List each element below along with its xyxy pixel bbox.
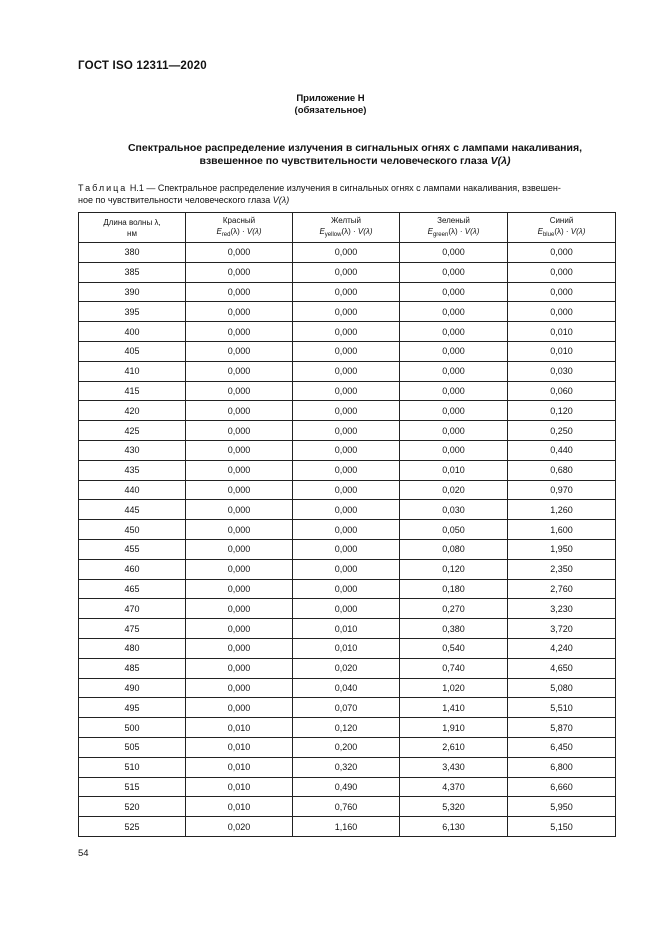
table-row [79, 262, 616, 282]
header-red-sub: red [221, 231, 231, 238]
table-row [79, 381, 616, 401]
header-red [186, 213, 293, 243]
table-row [79, 361, 616, 381]
table-row [79, 460, 616, 480]
cell-blue: 2,350 [508, 559, 616, 579]
cell-wavelength: 520 [79, 797, 186, 817]
header-green-name: Зеленый [437, 215, 470, 225]
cell-yellow: 0,000 [293, 440, 400, 460]
cell-wavelength: 470 [79, 599, 186, 619]
cell-yellow: 0,000 [293, 302, 400, 322]
header-wavelength [79, 213, 186, 243]
cell-green: 0,000 [400, 302, 508, 322]
cell-red: 0,010 [186, 718, 293, 738]
cell-blue: 3,720 [508, 619, 616, 639]
cell-yellow: 0,120 [293, 718, 400, 738]
cell-yellow: 0,020 [293, 658, 400, 678]
cell-green: 6,130 [400, 817, 508, 837]
cell-green: 0,000 [400, 361, 508, 381]
cell-yellow: 0,070 [293, 698, 400, 718]
document-code: ГОСТ ISO 12311—2020 [78, 60, 207, 72]
cell-green: 0,000 [400, 401, 508, 421]
table-row [79, 401, 616, 421]
header-wavelength-unit: нм [127, 228, 137, 238]
cell-green: 0,020 [400, 480, 508, 500]
cell-green: 1,410 [400, 698, 508, 718]
cell-yellow: 0,000 [293, 460, 400, 480]
cell-wavelength: 385 [79, 262, 186, 282]
cell-red: 0,000 [186, 401, 293, 421]
section-title-line1: Спектральное распределение излучения в сигнальных огнях с лампами накаливания, [127, 142, 583, 154]
cell-blue: 0,970 [508, 480, 616, 500]
cell-blue: 1,950 [508, 539, 616, 559]
header-blue-e: E [537, 226, 543, 236]
cell-wavelength: 510 [79, 757, 186, 777]
cell-yellow: 0,000 [293, 421, 400, 441]
table-row [79, 817, 616, 837]
cell-blue: 0,030 [508, 361, 616, 381]
cell-red: 0,010 [186, 777, 293, 797]
cell-wavelength: 525 [79, 817, 186, 837]
cell-blue: 6,450 [508, 737, 616, 757]
cell-red: 0,010 [186, 797, 293, 817]
section-title-symbol: V(λ) [490, 155, 511, 167]
table-caption-number: Н.1 [129, 183, 144, 193]
cell-wavelength: 380 [79, 243, 186, 263]
section-title-line2 [70, 155, 640, 168]
cell-red: 0,000 [186, 322, 293, 342]
cell-red: 0,000 [186, 678, 293, 698]
cell-blue: 1,260 [508, 500, 616, 520]
cell-green: 0,010 [400, 460, 508, 480]
header-yellow-v: V(λ) [357, 226, 373, 236]
cell-red: 0,000 [186, 500, 293, 520]
header-yellow-formula: (λ) · [341, 226, 358, 236]
table-row [79, 559, 616, 579]
cell-yellow: 0,010 [293, 638, 400, 658]
cell-blue: 0,680 [508, 460, 616, 480]
cell-blue: 5,510 [508, 698, 616, 718]
header-blue [508, 213, 616, 243]
cell-wavelength: 450 [79, 520, 186, 540]
cell-yellow: 0,000 [293, 243, 400, 263]
cell-red: 0,000 [186, 282, 293, 302]
cell-green: 0,000 [400, 381, 508, 401]
table-row [79, 658, 616, 678]
cell-red: 0,000 [186, 539, 293, 559]
cell-red: 0,000 [186, 658, 293, 678]
cell-wavelength: 395 [79, 302, 186, 322]
cell-green: 5,320 [400, 797, 508, 817]
cell-green: 0,000 [400, 262, 508, 282]
header-blue-v: V(λ) [570, 226, 586, 236]
cell-wavelength: 415 [79, 381, 186, 401]
table-row [79, 757, 616, 777]
cell-wavelength: 515 [79, 777, 186, 797]
table-caption-text-line2: ное по чувствительности человеческого глаза [78, 195, 273, 205]
cell-red: 0,000 [186, 619, 293, 639]
table-caption [78, 182, 623, 206]
cell-wavelength: 485 [79, 658, 186, 678]
cell-green: 0,000 [400, 243, 508, 263]
cell-red: 0,000 [186, 262, 293, 282]
cell-red: 0,000 [186, 421, 293, 441]
table-row [79, 421, 616, 441]
table-row [79, 619, 616, 639]
cell-red: 0,000 [186, 302, 293, 322]
cell-green: 0,050 [400, 520, 508, 540]
table-body [79, 243, 616, 837]
cell-wavelength: 460 [79, 559, 186, 579]
cell-red: 0,000 [186, 361, 293, 381]
table-row [79, 599, 616, 619]
cell-green: 0,080 [400, 539, 508, 559]
cell-blue: 1,600 [508, 520, 616, 540]
cell-yellow: 0,000 [293, 401, 400, 421]
cell-blue: 2,760 [508, 579, 616, 599]
cell-green: 0,000 [400, 322, 508, 342]
cell-yellow: 0,760 [293, 797, 400, 817]
table-row [79, 500, 616, 520]
cell-wavelength: 500 [79, 718, 186, 738]
cell-red: 0,000 [186, 579, 293, 599]
cell-blue: 0,440 [508, 440, 616, 460]
header-blue-sub: blue [542, 231, 555, 238]
cell-wavelength: 480 [79, 638, 186, 658]
cell-red: 0,000 [186, 341, 293, 361]
cell-red: 0,000 [186, 460, 293, 480]
table-row [79, 718, 616, 738]
cell-red: 0,020 [186, 817, 293, 837]
header-red-name: Красный [222, 215, 256, 225]
cell-blue: 0,000 [508, 282, 616, 302]
cell-wavelength: 400 [79, 322, 186, 342]
cell-wavelength: 465 [79, 579, 186, 599]
header-green-formula: (λ) · [448, 226, 465, 236]
cell-green: 1,020 [400, 678, 508, 698]
cell-green: 0,000 [400, 440, 508, 460]
cell-green: 0,000 [400, 282, 508, 302]
cell-red: 0,000 [186, 381, 293, 401]
cell-yellow: 0,040 [293, 678, 400, 698]
cell-green: 0,030 [400, 500, 508, 520]
page-number: 54 [78, 848, 89, 859]
table-row [79, 737, 616, 757]
cell-yellow: 0,000 [293, 559, 400, 579]
cell-yellow: 0,490 [293, 777, 400, 797]
cell-green: 0,180 [400, 579, 508, 599]
cell-wavelength: 455 [79, 539, 186, 559]
cell-green: 0,000 [400, 421, 508, 441]
cell-blue: 0,010 [508, 322, 616, 342]
cell-yellow: 0,000 [293, 322, 400, 342]
cell-yellow: 0,000 [293, 579, 400, 599]
cell-red: 0,000 [186, 520, 293, 540]
section-title [70, 142, 640, 168]
cell-green: 1,910 [400, 718, 508, 738]
cell-yellow: 0,000 [293, 500, 400, 520]
table-row [79, 480, 616, 500]
cell-wavelength: 420 [79, 401, 186, 421]
cell-wavelength: 435 [79, 460, 186, 480]
cell-blue: 4,240 [508, 638, 616, 658]
cell-wavelength: 430 [79, 440, 186, 460]
cell-red: 0,000 [186, 440, 293, 460]
cell-wavelength: 490 [79, 678, 186, 698]
cell-red: 0,000 [186, 559, 293, 579]
cell-green: 3,430 [400, 757, 508, 777]
cell-yellow: 0,200 [293, 737, 400, 757]
table-caption-symbol: V(λ) [272, 195, 290, 205]
header-blue-formula: (λ) · [554, 226, 571, 236]
cell-red: 0,010 [186, 737, 293, 757]
cell-blue: 0,000 [508, 302, 616, 322]
cell-red: 0,000 [186, 599, 293, 619]
cell-blue: 6,800 [508, 757, 616, 777]
table-row [79, 341, 616, 361]
cell-blue: 4,650 [508, 658, 616, 678]
cell-yellow: 0,000 [293, 262, 400, 282]
cell-wavelength: 425 [79, 421, 186, 441]
header-red-e: E [216, 226, 222, 236]
cell-wavelength: 390 [79, 282, 186, 302]
cell-wavelength: 445 [79, 500, 186, 520]
cell-blue: 5,150 [508, 817, 616, 837]
table-row [79, 520, 616, 540]
cell-red: 0,000 [186, 480, 293, 500]
cell-blue: 0,000 [508, 262, 616, 282]
cell-yellow: 0,000 [293, 381, 400, 401]
annex-status: (обязательное) [294, 105, 367, 116]
cell-yellow: 0,000 [293, 520, 400, 540]
cell-red: 0,000 [186, 698, 293, 718]
header-red-v: V(λ) [246, 226, 262, 236]
cell-wavelength: 405 [79, 341, 186, 361]
cell-blue: 5,080 [508, 678, 616, 698]
table-caption-text-line1: — Спектральное распределение излучения в сигнальных огнях с лампами накаливания, взвешен- [143, 183, 561, 193]
cell-green: 0,000 [400, 341, 508, 361]
header-wavelength-name: Длина волны λ, [103, 217, 161, 227]
section-title-line2-text: взвешенное по чувствительности человеческого глаза [199, 155, 491, 167]
header-yellow-sub: yellow [324, 231, 342, 238]
cell-green: 0,740 [400, 658, 508, 678]
cell-yellow: 0,000 [293, 341, 400, 361]
cell-blue: 3,230 [508, 599, 616, 619]
table-row [79, 777, 616, 797]
cell-yellow: 0,000 [293, 282, 400, 302]
cell-red: 0,000 [186, 243, 293, 263]
header-yellow-name: Желтый [330, 215, 362, 225]
spectral-distribution-table [78, 212, 616, 837]
cell-yellow: 0,000 [293, 599, 400, 619]
cell-yellow: 0,000 [293, 539, 400, 559]
header-red-formula: (λ) · [230, 226, 247, 236]
cell-green: 0,380 [400, 619, 508, 639]
cell-blue: 5,870 [508, 718, 616, 738]
cell-wavelength: 410 [79, 361, 186, 381]
table-row [79, 243, 616, 263]
table-row [79, 678, 616, 698]
annex-title: Приложение Н [296, 93, 365, 104]
cell-yellow: 0,000 [293, 480, 400, 500]
table-caption-label: Таблица [78, 183, 128, 193]
header-yellow-e: E [319, 226, 325, 236]
cell-blue: 0,060 [508, 381, 616, 401]
cell-green: 4,370 [400, 777, 508, 797]
header-green [400, 213, 508, 243]
table-row [79, 638, 616, 658]
header-green-v: V(λ) [464, 226, 480, 236]
cell-yellow: 0,010 [293, 619, 400, 639]
cell-wavelength: 475 [79, 619, 186, 639]
table-row [79, 322, 616, 342]
cell-blue: 0,250 [508, 421, 616, 441]
table-row [79, 282, 616, 302]
table-row [79, 539, 616, 559]
cell-green: 0,270 [400, 599, 508, 619]
table-row [79, 698, 616, 718]
cell-wavelength: 440 [79, 480, 186, 500]
cell-blue: 5,950 [508, 797, 616, 817]
cell-wavelength: 505 [79, 737, 186, 757]
header-green-e: E [427, 226, 433, 236]
cell-green: 0,540 [400, 638, 508, 658]
cell-red: 0,010 [186, 757, 293, 777]
cell-green: 0,120 [400, 559, 508, 579]
cell-blue: 0,000 [508, 243, 616, 263]
cell-yellow: 1,160 [293, 817, 400, 837]
cell-blue: 6,660 [508, 777, 616, 797]
cell-yellow: 0,320 [293, 757, 400, 777]
cell-wavelength: 495 [79, 698, 186, 718]
table-row [79, 302, 616, 322]
header-yellow [293, 213, 400, 243]
table-row [79, 797, 616, 817]
table-header-row [79, 213, 616, 243]
cell-yellow: 0,000 [293, 361, 400, 381]
header-green-sub: green [432, 231, 449, 238]
header-blue-name: Синий [549, 215, 574, 225]
cell-green: 2,610 [400, 737, 508, 757]
cell-blue: 0,120 [508, 401, 616, 421]
annex-heading [0, 93, 661, 117]
table-row [79, 579, 616, 599]
cell-blue: 0,010 [508, 341, 616, 361]
cell-red: 0,000 [186, 638, 293, 658]
table-row [79, 440, 616, 460]
